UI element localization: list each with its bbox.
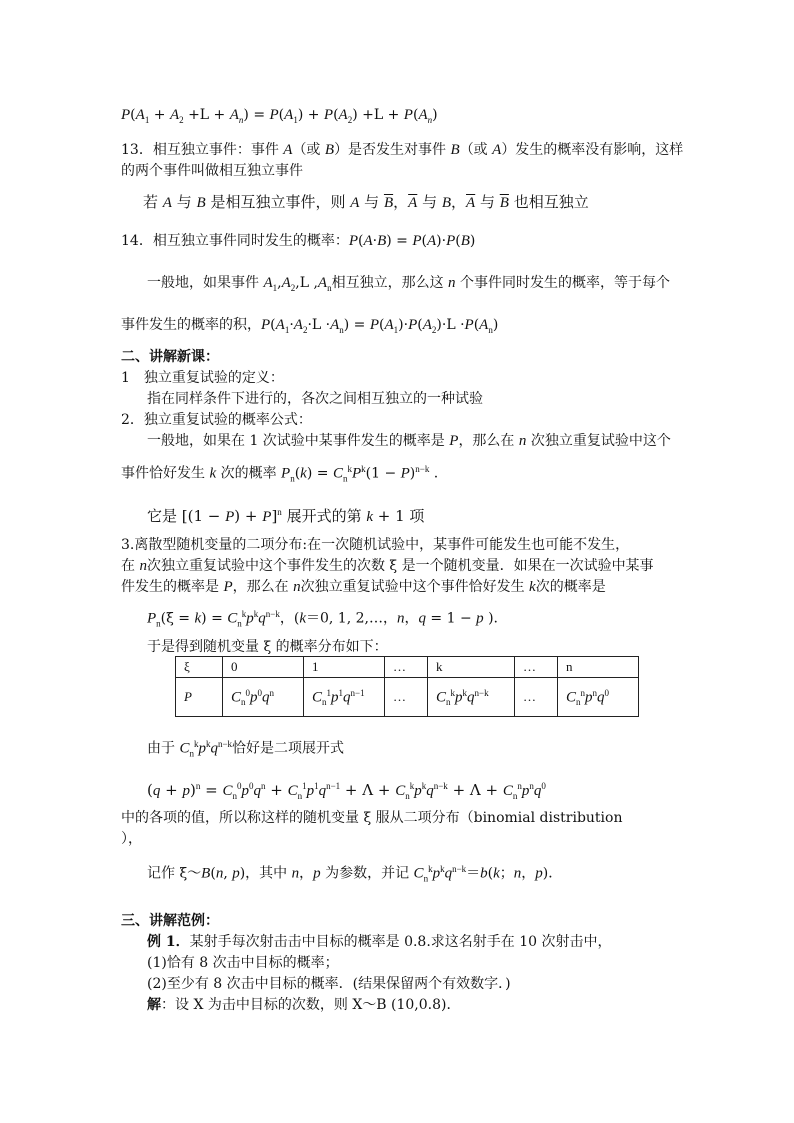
formula-addition-rule: $P(A_1 + A_2 +L + A_n) = P(A_1) + P(A_2) +L + P(A_n)$ [121, 107, 438, 125]
general-independence-product: 事件发生的概率的积，$P(A_1\cdot A_2\cdot L \cdot A_n) = P(A_1)\cdot P(A_2)\cdot L \cdot P(A_n)$ [121, 317, 499, 335]
table-cell: … [515, 678, 558, 717]
binomial-expansion: $(q + p)^n = C_n^0p^0q^n + C_n^1p^1q^{n-1} + \Lambda + C_n^kp^kq^{n-k} + \Lambda + C_n^np^nq^0$ [147, 781, 546, 801]
example-1-part-1: (1)恰有 8 次击中目标的概率； [147, 955, 339, 971]
table-cell: k [428, 657, 515, 678]
table-cell: 1 [304, 657, 385, 678]
item-13-text-cont: 的两个事件叫做相互独立事件 [121, 163, 303, 179]
binomial-term-note: 由于 $C_n^kp^kq^{n-k}$恰好是二项展开式 [147, 739, 345, 759]
table-cell: … [515, 657, 558, 678]
table-cell: n [558, 657, 639, 678]
binomial-name-2: ）， [121, 831, 142, 847]
table-cell: … [385, 657, 428, 678]
bernoulli-formula: 事件恰好发生 k 次的概率 $P_n(k) = C_n^kP^k(1 - P)^{n-k}$ . [121, 464, 439, 484]
independence-note: 若 A 与 B 是相互独立事件，则 A 与 $\overline{B}$，$\overline{A}$ 与 B，$\overline{A}$ 与 $\overline{B}$ 也相互独立 [143, 193, 589, 211]
item-13-text: 13．相互独立事件：事件 A（或 B）是否发生对事件 B（或 A）发生的概率没有影响，这样 [121, 142, 684, 158]
definition-title: 1 独立重复试验的定义： [121, 370, 284, 386]
binomial-name-1: 中的各项的值，所以称这样的随机变量 ξ 服从二项分布（binomial distribution [121, 810, 623, 826]
example-1-part-2: (2)至少有 8 次击中目标的概率．(结果保留两个有效数字．) [147, 976, 511, 992]
distribution-intro: 于是得到随机变量 ξ 的概率分布如下： [147, 639, 388, 655]
binomial-definition-3: 件发生的概率是 P，那么在 n次独立重复试验中这个事件恰好发生 k次的概率是 [121, 579, 606, 595]
example-1-statement: 例 1．某射手每次射击击中目标的概率是 0.8.求这名射手在 10 次射击中， [147, 934, 612, 950]
binomial-pmf: $P_n(\xi = k) = C_n^kp^kq^{n-k}$，(k＝0, 1, 2,…，n，q = 1 − p ). [147, 609, 499, 629]
table-cell: $C_n^0p^0q^n$ [223, 678, 304, 717]
section-heading-2: 二、讲解新课： [121, 349, 219, 365]
table-cell: … [385, 678, 428, 717]
formula-title: 2．独立重复试验的概率公式： [121, 412, 312, 428]
definition-text: 指在同样条件下进行的，各次之间相互独立的一种试验 [147, 391, 483, 407]
binomial-notation: 记作 ξ～B(n, p)，其中 n，p 为参数，并记 $C_n^kp^kq^{n-k}=b(k$；n，p)． [147, 864, 563, 884]
table-cell: $C_n^np^nq^0$ [558, 678, 639, 717]
table-cell: ξ [176, 657, 223, 678]
section-heading-3: 三、讲解范例： [121, 913, 219, 929]
table-cell: $C_n^kp^kq^{n-k}$ [428, 678, 515, 717]
expansion-term-note: 它是 $[(1 - P) + P]^n$ 展开式的第 k + 1 项 [147, 507, 425, 525]
table-cell: 0 [223, 657, 304, 678]
distribution-table [175, 656, 639, 717]
table-cell: P [176, 678, 223, 717]
example-1-solution: 解：设 X 为击中目标的次数，则 X～B (10,0.8)． [147, 997, 461, 1013]
general-independence: 一般地，如果事件 $A_1,A_2,L$ $,A_n$相互独立，那么这 n 个事件同时发生的概率，等于每个 [147, 275, 670, 293]
binomial-definition-1: 3.离散型随机变量的二项分布:在一次随机试验中，某事件可能发生也可能不发生， [121, 537, 630, 553]
binomial-definition-2: 在 n次独立重复试验中这个事件发生的次数 ξ 是一个随机变量．如果在一次试验中某事 [121, 558, 654, 574]
formula-text: 一般地，如果在 1 次试验中某事件发生的概率是 P，那么在 n 次独立重复试验中这个 [147, 433, 671, 449]
table-cell: $C_n^1p^1q^{n-1}$ [304, 678, 385, 717]
item-14-text: 14．相互独立事件同时发生的概率：P(A·B) = P(A)·P(B) [121, 233, 476, 249]
